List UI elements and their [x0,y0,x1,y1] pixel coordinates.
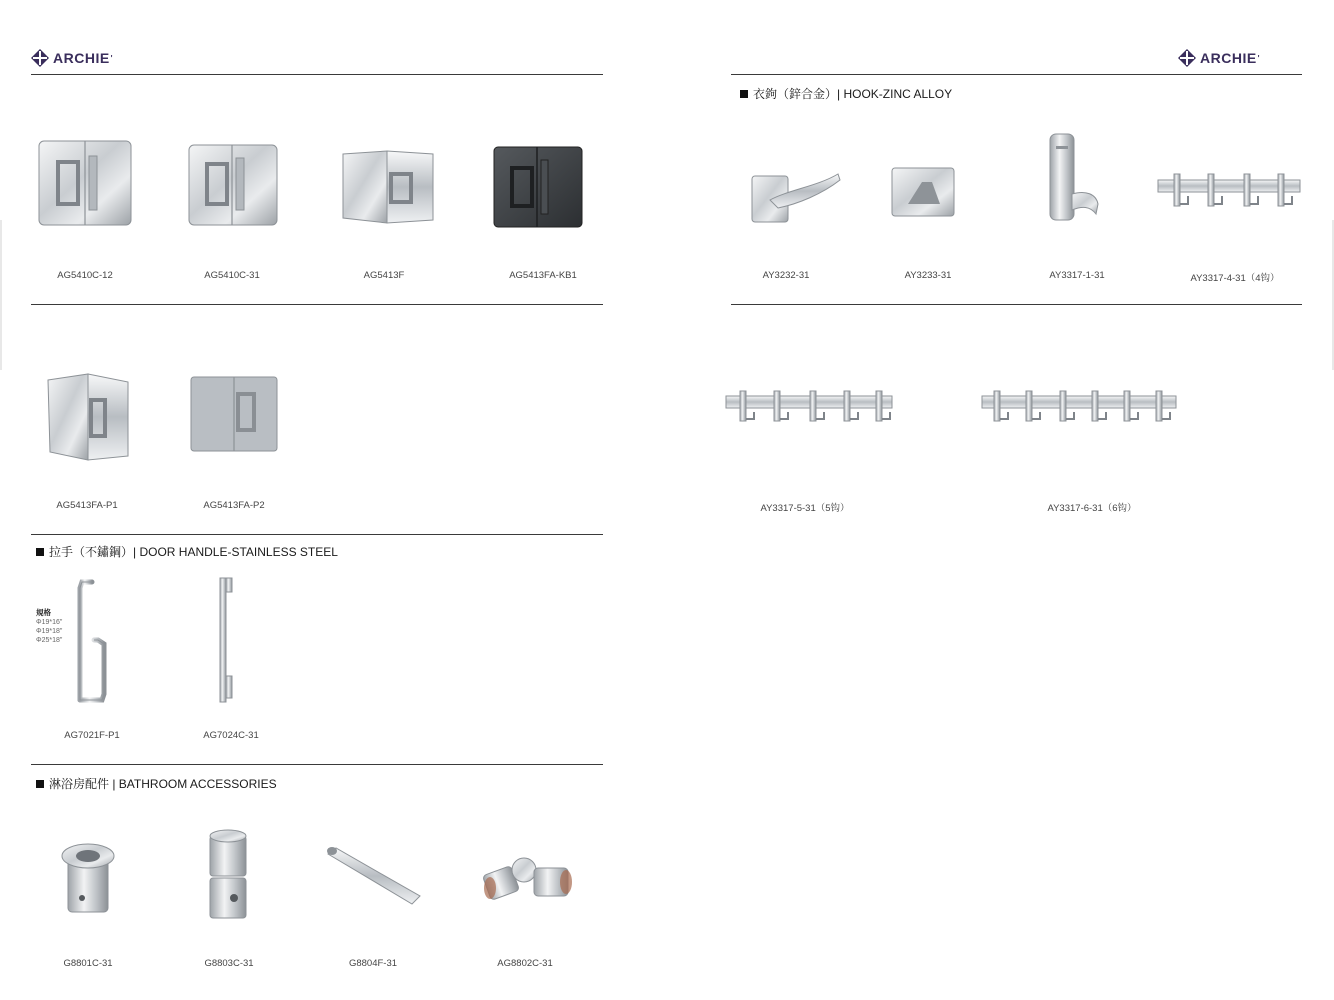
handle-spec-line: Φ25*18" [36,637,63,644]
door-handle-image [210,574,240,706]
bullet-square-icon [36,548,44,556]
section-title-handle [36,543,338,560]
registered-mark: ' [1257,53,1261,63]
product-code: AG5413FA-P1 [56,500,118,511]
section-title-accessories [36,775,277,792]
hook-image [888,164,960,220]
product-code: G8803C-31 [204,958,254,969]
brand-name: ARCHIE [53,50,110,66]
handle-spec-line: Φ19*16" [36,619,63,626]
handle-spec-label: 規格 [36,608,51,617]
product-code: AY3233-31 [904,270,952,281]
header-rule-left [31,74,603,75]
hinge-image [186,142,280,228]
header-rule-right [731,74,1302,75]
section-title-text: 拉手（不鏽鋼）| DOOR HANDLE-STAINLESS STEEL [49,545,338,559]
product-code: AG8802C-31 [497,958,553,969]
divider-rule [31,304,603,305]
hinge-image [188,374,280,454]
archie-diamond-icon [1178,49,1196,67]
product-code: AG5413FA-P2 [203,500,265,511]
divider-rule [31,534,603,535]
archie-diamond-icon [31,49,49,67]
product-code: AG5413FA-KB1 [509,270,577,281]
hinge-image [491,144,585,230]
product-code: AG5410C-31 [204,270,260,281]
section-title-text: 淋浴房配件 | BATHROOM ACCESSORIES [49,777,277,791]
hook-rail-image [1156,170,1302,210]
hinge-image [340,148,436,226]
door-handle-image [68,576,118,706]
bullet-square-icon [740,90,748,98]
hinge-image [44,370,134,464]
accessory-connector-image [482,850,574,906]
section-title-text: 衣鉤（鋅合金）| HOOK-ZINC ALLOY [753,87,953,101]
divider-rule [31,764,603,765]
brand-logo-left [31,49,113,67]
product-code: G8804F-31 [348,958,398,969]
hook-rail-image [724,388,894,424]
product-code: AG7021F-P1 [64,730,120,741]
hinge-image [36,138,134,228]
handle-spec-line: Φ19*18" [36,628,63,635]
product-code: AY3317-1-31 [1049,270,1105,281]
divider-rule [731,304,1302,305]
product-code: AY3317-6-31（6钩） [1047,503,1137,514]
accessory-image [58,836,118,918]
registered-mark: ' [110,53,114,63]
product-code: AG5413F [363,270,405,281]
product-code: AG7024C-31 [203,730,259,741]
product-code: AY3232-31 [762,270,810,281]
accessory-image [202,828,258,926]
hook-image [748,164,842,226]
handle-spec [36,608,62,645]
accessory-tube-image [324,844,424,908]
page-edge-mark-left [0,220,2,370]
product-code: AY3317-4-31（4钩） [1190,273,1280,284]
product-code: G8801C-31 [63,958,113,969]
brand-logo-right [1178,49,1260,67]
hook-rail-image [980,388,1178,424]
bullet-square-icon [36,780,44,788]
product-code: AY3317-5-31（5钩） [760,503,850,514]
hook-image [1046,130,1102,224]
section-title-hook [740,85,952,102]
brand-name: ARCHIE [1200,50,1257,66]
product-code: AG5410C-12 [57,270,113,281]
